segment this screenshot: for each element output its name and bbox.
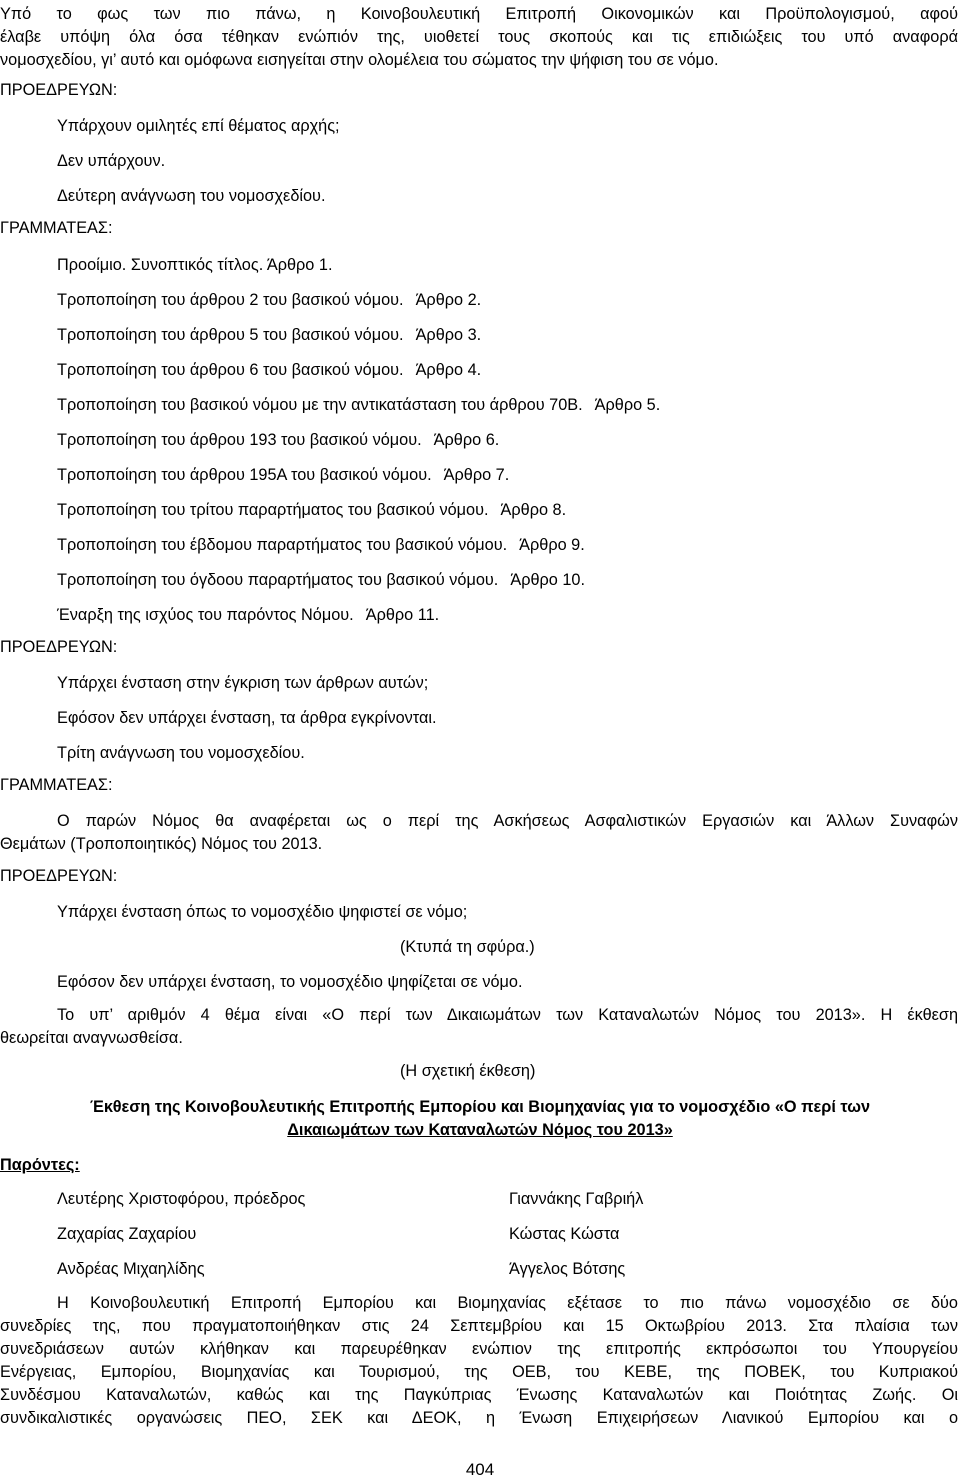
speaker-president: ΠΡΟΕΔΡΕΥΩΝ: — [0, 638, 118, 656]
third-reading: Τρίτη ανάγνωση του νομοσχεδίου. — [57, 744, 305, 762]
article-line: Τροποποίηση του άρθρου 2 του βασικού νόμου. Άρθρο 2. — [57, 291, 482, 309]
report-para-line: Ενέργειας, Εμπορίου, Βιομηχανίας και Τουρισμού, της ΟΕΒ, του ΚΕΒΕ, της ΠΟΒΕΚ, του Κυπριακού — [0, 1363, 958, 1381]
article-line: Τροποποίηση του άρθρου 6 του βασικού νόμου. Άρθρο 4. — [57, 361, 482, 379]
member-name: Ανδρέας Μιχαηλίδης — [57, 1260, 205, 1278]
member-name: Γιαννάκης Γαβριήλ — [509, 1190, 644, 1208]
articles-approved: Εφόσον δεν υπάρχει ένσταση, τα άρθρα εγκρίνονται. — [57, 709, 437, 727]
law-title-line-2: Θεμάτων (Τροποποιητικός) Νόμος του 2013. — [0, 835, 323, 853]
page-number: 404 — [465, 1460, 495, 1479]
report-para-line: συνεδριάσεων αυτών κλήθηκαν και παρευρέθηκαν ενώπιον της επιτροπής εκπρόσωποι του Υπουργείου — [0, 1340, 958, 1358]
member-name: Λευτέρης Χριστοφόρου, πρόεδρος — [57, 1190, 306, 1208]
item-4-line-1: Το υπ’ αριθμόν 4 θέμα είναι «Ο περί των Δικαιωμάτων των Καταναλωτών Νόμος του 2013». Η έκθεση — [57, 1006, 958, 1024]
member-name: Κώστας Κώστα — [509, 1225, 620, 1243]
report-para-line: συνδικαλιστικές οργανώσεις ΠΕΟ, ΣΕΚ και ΔΕΟΚ, η Ένωση Επιχειρήσεων Λιανικού Εμπορίου και ο — [0, 1409, 958, 1427]
speaker-secretary: ΓΡΑΜΜΑΤΕΑΣ: — [0, 219, 113, 237]
intro-line-1: Υπό το φως των πιο πάνω, η Κοινοβουλευτική Επιτροπή Οικονομικών και Προϋπολογισμού, αφού — [0, 5, 958, 23]
question-speakers: Υπάρχουν ομιλητές επί θέματος αρχής; — [57, 117, 340, 135]
law-title-line-1: Ο παρών Νόμος θα αναφέρεται ως ο περί της Ασκήσεως Ασφαλιστικών Εργασιών και Άλλων Συναφών — [57, 812, 958, 830]
report-title-line-1: Έκθεση της Κοινοβουλευτικής Επιτροπής Εμπορίου και Βιομηχανίας για το νομοσχέδιο «Ο περί των — [89, 1098, 871, 1116]
speaker-secretary: ΓΡΑΜΜΑΤΕΑΣ: — [0, 776, 113, 794]
gavel-note: (Κτυπά τη σφύρα.) — [400, 938, 535, 956]
objection-question: Υπάρχει ένσταση στην έγκριση των άρθρων αυτών; — [57, 674, 429, 692]
related-report-note: (Η σχετική έκθεση) — [400, 1062, 536, 1080]
speaker-president: ΠΡΟΕΔΡΕΥΩΝ: — [0, 81, 118, 99]
article-line: Τροποποίηση του τρίτου παραρτήματος του βασικού νόμου. Άρθρο 8. — [57, 501, 567, 519]
report-para-line: Συνδέσμου Καταναλωτών, καθώς και της Παγκύπριας Ένωσης Καταναλωτών και Ποιότητας Ζωής. Οι — [0, 1386, 958, 1404]
member-name: Άγγελος Βότσης — [509, 1260, 626, 1278]
member-name: Ζαχαρίας Ζαχαρίου — [57, 1225, 197, 1243]
article-line: Τροποποίηση του βασικού νόμου με την αντικατάσταση του άρθρου 70Β. Άρθρο 5. — [57, 396, 661, 414]
present-label: Παρόντες: — [0, 1156, 80, 1174]
article-line: Προοίμιο. Συνοπτικός τίτλος. Άρθρο 1. — [57, 256, 333, 274]
report-para-line: συνεδρίες της, που πραγματοποιήθηκαν στις 24 Σεπτεμβρίου και 15 Οκτωβρίου 2013. Στα πλαίσια των — [0, 1317, 958, 1335]
article-line: Τροποποίηση του άρθρου 195Α του βασικού νόμου. Άρθρο 7. — [57, 466, 510, 484]
article-line: Τροποποίηση του άρθρου 193 του βασικού νόμου. Άρθρο 6. — [57, 431, 500, 449]
item-4-line-2: θεωρείται αναγνωσθείσα. — [0, 1029, 183, 1047]
article-line: Τροποποίηση του άρθρου 5 του βασικού νόμου. Άρθρο 3. — [57, 326, 482, 344]
second-reading: Δεύτερη ανάγνωση του νομοσχεδίου. — [57, 187, 326, 205]
answer-no-speakers: Δεν υπάρχουν. — [57, 152, 166, 170]
law-passed: Εφόσον δεν υπάρχει ένσταση, το νομοσχέδιο ψηφίζεται σε νόμο. — [57, 973, 523, 991]
report-title-line-2: Δικαιωμάτων των Καταναλωτών Νόμος του 2013» — [287, 1121, 673, 1139]
vote-question: Υπάρχει ένσταση όπως το νομοσχέδιο ψηφιστεί σε νόμο; — [57, 903, 468, 921]
speaker-president: ΠΡΟΕΔΡΕΥΩΝ: — [0, 867, 118, 885]
intro-line-3: νομοσχεδίου, γι’ αυτό και ομόφωνα εισηγείται στην ολομέλεια του σώματος την ψήφιση του σε νόμο. — [0, 51, 719, 69]
intro-line-2: έλαβε υπόψη όλα όσα τέθηκαν ενώπιόν της, υιοθετεί τους σκοπούς και τις επιδιώξεις του υπό αναφορά — [0, 28, 958, 46]
article-line: Τροποποίηση του έβδομου παραρτήματος του βασικού νόμου. Άρθρο 9. — [57, 536, 585, 554]
article-line: Έναρξη της ισχύος του παρόντος Νόμου. Άρθρο 11. — [57, 606, 440, 624]
report-para-line: Η Κοινοβουλευτική Επιτροπή Εμπορίου και Βιομηχανίας εξέτασε το πιο πάνω νομοσχέδιο σε δύο — [57, 1294, 958, 1312]
article-line: Τροποποίηση του όγδοου παραρτήματος του βασικού νόμου. Άρθρο 10. — [57, 571, 585, 589]
